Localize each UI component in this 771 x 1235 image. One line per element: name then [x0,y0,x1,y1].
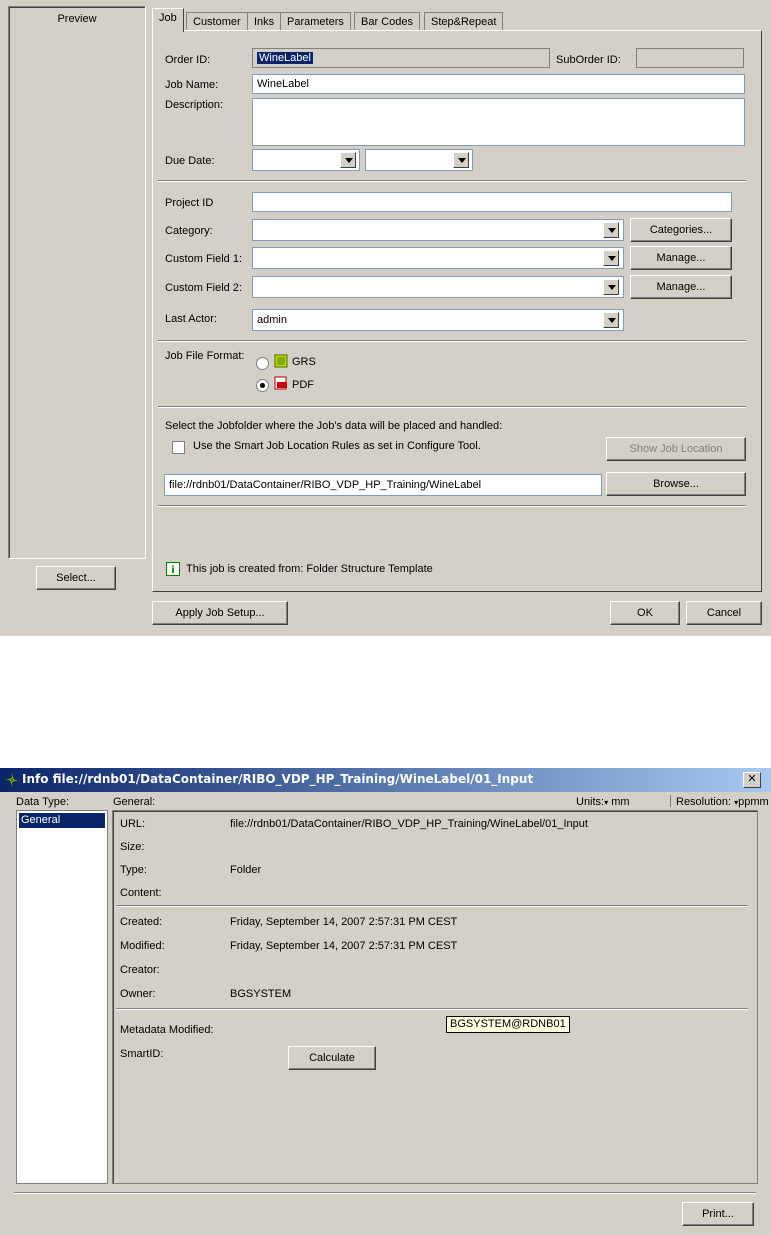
created-value: Friday, September 14, 2007 2:57:31 PM CEST [230,916,458,928]
last-actor-dropdown[interactable]: admin [252,309,624,331]
list-item[interactable]: General [19,813,105,828]
browse-button[interactable]: Browse... [606,472,746,496]
divider [158,406,746,408]
resolution-label: Resolution: [676,796,732,808]
show-job-location-button[interactable]: Show Job Location [606,437,746,461]
description-label: Description: [165,99,224,111]
grs-radio[interactable] [256,357,269,370]
job-location-path-field[interactable]: file://rdnb01/DataContainer/RIBO_VDP_HP_Training/WineLabel [164,474,602,496]
size-label: Size: [120,841,145,853]
info-dialog [0,768,771,1235]
preview-title: Preview [57,13,97,25]
type-value: Folder [230,864,262,876]
pdf-label: PDF [292,379,314,391]
job-file-format-label: Job File Format: [165,350,245,362]
units-value: mm [611,796,630,808]
tab-job[interactable]: Job [152,8,184,32]
data-type-list[interactable] [16,810,108,1184]
pdf-radio[interactable] [256,379,269,392]
custom-field-1-label: Custom Field 1: [165,253,243,265]
owner-value: BGSYSTEM [230,988,292,1000]
tab-inks[interactable]: Inks [247,12,281,31]
divider [158,340,746,342]
job-name-label: Job Name: [165,79,219,91]
svg-text:i: i [171,565,175,576]
modified-label: Modified: [120,940,165,952]
chevron-down-icon[interactable] [603,312,619,328]
window-title: Info file://rdnb01/DataContainer/RIBO_VDP_HP_Training/WineLabel/01_Input [22,772,534,786]
suborder-id-field[interactable] [636,48,744,68]
suborder-id-label: SubOrder ID: [556,54,621,66]
metadata-modified-label: Metadata Modified: [120,1024,214,1036]
grs-label: GRS [292,356,316,368]
project-id-field[interactable] [252,192,732,212]
tab-parameters[interactable]: Parameters [280,12,351,31]
divider [158,505,746,507]
category-dropdown[interactable] [252,219,624,241]
chevron-down-icon: ▾ [734,798,739,807]
order-id-label: Order ID: [165,54,211,66]
chevron-down-icon[interactable] [603,279,619,295]
select-button[interactable]: Select... [36,566,116,590]
category-label: Category: [165,225,213,237]
general-info-panel [112,810,758,1184]
smartid-label: SmartID: [120,1048,164,1060]
resolution-value: ppmm [738,796,769,808]
apply-job-setup-button[interactable]: Apply Job Setup... [152,601,288,625]
description-field[interactable] [252,98,745,146]
created-label: Created: [120,916,163,928]
chevron-down-icon[interactable] [603,222,619,238]
app-icon [4,772,20,788]
creator-label: Creator: [120,964,160,976]
divider [116,1008,748,1010]
units-selector[interactable] [576,796,630,808]
custom-field-2-label: Custom Field 2: [165,282,243,294]
order-id-value: WineLabel [259,52,311,64]
url-value: file://rdnb01/DataContainer/RIBO_VDP_HP_Training/WineLabel/01_Input [230,818,588,830]
tab-bar-codes[interactable]: Bar Codes [354,12,420,31]
close-icon[interactable]: ✕ [743,772,761,788]
chevron-down-icon: ▾ [604,798,609,807]
divider [116,905,748,907]
resolution-selector[interactable] [676,796,769,808]
jobfolder-instructions: Select the Jobfolder where the Job's data will be placed and handled: [165,420,503,432]
owner-tooltip: BGSYSTEM@RDNB01 [446,1016,570,1033]
calculate-button[interactable]: Calculate [288,1046,376,1070]
print-button[interactable]: Print... [682,1202,754,1226]
chevron-down-icon[interactable] [453,152,469,168]
units-label: Units: [576,796,605,808]
project-id-label: Project ID [165,197,214,209]
custom-field-2-dropdown[interactable] [252,276,624,298]
manage-button-2[interactable]: Manage... [630,275,732,299]
chevron-down-icon[interactable] [340,152,356,168]
smart-location-checkbox[interactable] [172,441,185,454]
ok-button[interactable]: OK [610,601,680,625]
due-date-label: Due Date: [165,155,215,167]
chevron-down-icon[interactable] [603,250,619,266]
divider [158,180,746,182]
manage-button-1[interactable]: Manage... [630,246,732,270]
smart-location-label: Use the Smart Job Location Rules as set in Configure Tool. [193,440,481,452]
cancel-button[interactable]: Cancel [686,601,762,625]
tab-step-repeat[interactable]: Step&Repeat [424,12,503,31]
last-actor-label: Last Actor: [165,313,217,325]
modified-value: Friday, September 14, 2007 2:57:31 PM CEST [230,940,458,952]
grs-file-icon [274,354,288,368]
created-from-text: This job is created from: Folder Structure Template [186,563,433,575]
divider [14,1192,756,1194]
divider [670,795,671,807]
content-label: Content: [120,887,162,899]
custom-field-1-dropdown[interactable] [252,247,624,269]
categories-button[interactable]: Categories... [630,218,732,242]
job-name-field[interactable]: WineLabel [252,74,745,94]
general-label: General: [113,796,156,808]
order-id-field[interactable] [252,48,550,68]
owner-label: Owner: [120,988,156,1000]
preview-pane [8,6,146,559]
info-icon [166,562,180,576]
url-label: URL: [120,818,146,830]
pdf-file-icon [274,376,288,390]
type-label: Type: [120,864,147,876]
tab-customer[interactable]: Customer [186,12,248,31]
data-type-label: Data Type: [16,796,69,808]
